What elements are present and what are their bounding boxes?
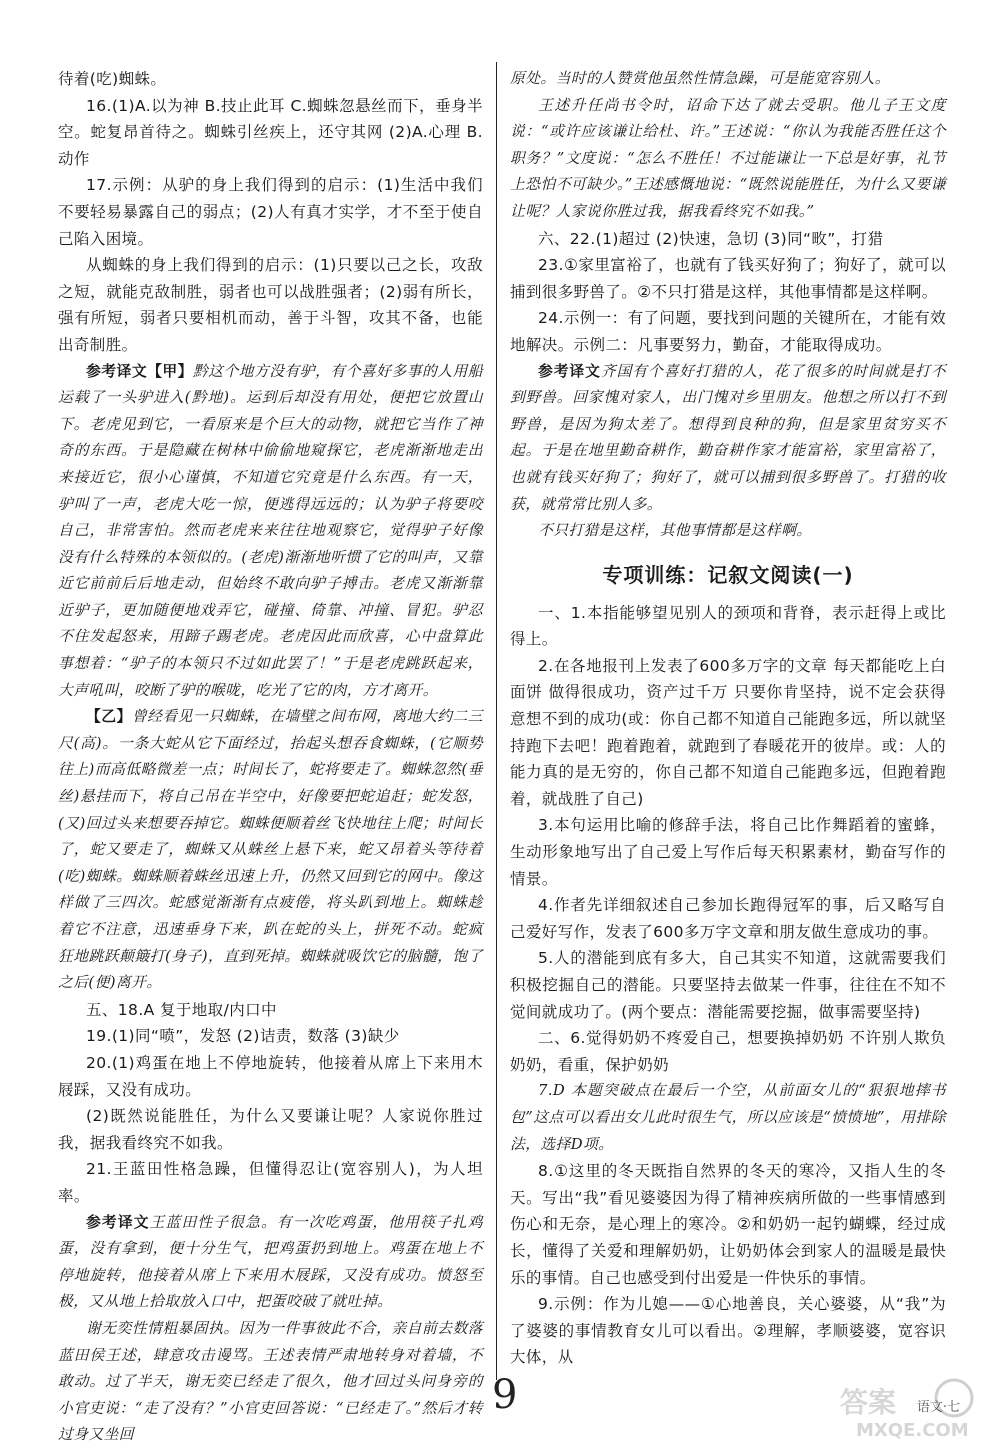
paragraph: [58, 172, 483, 252]
paragraph: [510, 226, 946, 253]
paragraph: [510, 252, 946, 305]
paragraph: [510, 892, 946, 945]
paragraph-tag: 参考译文: [538, 362, 601, 380]
paragraph: [58, 359, 483, 705]
paragraph: [58, 704, 483, 997]
paragraph: [510, 518, 946, 545]
right-column: [510, 66, 946, 1371]
left-column: [58, 66, 483, 1449]
paragraph-text: 23.①家里富裕了，也就有了钱买好狗了；狗好了，就可以捕到很多野兽了。②不只打猎是这样，其他事情都是这样啊。: [510, 256, 946, 301]
watermark-logo: [836, 1374, 986, 1442]
paragraph-tag: 参考译文: [86, 1213, 150, 1231]
paragraph-text: 17.示例：从驴的身上我们得到的启示：(1)生活中我们不要轻易暴露自己的弱点；(2)人有真才实学，才不至于使自己陷入困境。: [58, 176, 483, 248]
paragraph-text: 二、6.觉得奶奶不疼爱自己，想要换掉奶奶 不许别人欺负奶奶，看重，保护奶奶: [510, 1029, 946, 1074]
svg-text:答案: 答案: [840, 1386, 897, 1419]
paragraph-text: 黔这个地方没有驴，有个喜好多事的人用船运载了一头驴进入(黔地)。运到后却没有用处，便把它放置山下。老虎见到它，一看原来是个巨大的动物，就把它当作了神奇的东西。于是隐藏在树林中偷偷地窥探它，老虎渐渐地走出来接近它，很小心谨慎，不知道它究竟是什么东西。有一天，驴叫了一声，老虎大吃一惊，便逃得远远的；认为驴子将要咬自己，非常害怕。然而老虎来来往往地观察它，觉得驴子好像没有什么特殊的本领似的。(老虎)渐渐地听惯了它的叫声，又靠近它前前后后地走动，但始终不敢向驴子搏击。老虎又渐渐靠近驴子，更加随便地戏弄它，碰撞、倚靠、冲撞、冒犯。驴忍不住发起怒来，用蹄子踢老虎。老虎因此而欣喜，心中盘算此事想着：“驴子的本领只不过如此罢了！”于是老虎跳跃起来，大声吼叫，咬断了驴的喉咙，吃光了它的肉，方才离开。: [58, 362, 483, 699]
paragraph-tag: 参考译文【甲】: [86, 362, 193, 380]
paragraph-text: 4.作者先详细叙述自己参加长跑得冠军的事，后又略写自己爱好写作，发表了600多万字文章和朋友做生意成功的事。: [510, 896, 946, 941]
paragraph-text: 五、18.A 复于地取/内口中: [86, 1000, 277, 1019]
paragraph-text: 7.D 本题突破点在最后一个空，从前面女儿的“狠狠地摔书包”这点可以看出女儿此时很生气，所以应该是“愤愤地”，用排除法，选择D项。: [510, 1082, 946, 1153]
paragraph: [58, 1156, 483, 1209]
paragraph-text: 2.在各地报刊上发表了600多万字的文章 每天都能吃上白面饼 做得很成功，资产过千万 只要你肯坚持，说不定会获得意想不到的成功(或：你自己都不知道自己能跑多远，所以就坚持跑下去吧！跑着跑着，就跑到了春暖花开的彼岸。或：人的能力真的是无穷的，你自己都不知道自己能跑多远，但跑着跑着，就战胜了自己): [510, 656, 946, 808]
paragraph-text: 19.(1)同“喷”，发怒 (2)诘责，数落 (3)缺少: [86, 1027, 400, 1046]
paragraph-text: 8.①这里的冬天既指自然界的冬天的寒冷，又指人生的冬天。写出“我”看见婆婆因为得了精神疾病所做的一些事情感到伤心和无奈，是心理上的寒冷。②和奶奶一起钓蝴蝶，经过成长，懂得了关爱和理解奶奶，让奶奶体会到家人的温暖是最快乐的事情。自己也感受到付出爱是一件快乐的事情。: [510, 1162, 946, 1287]
paragraph: [58, 1210, 483, 1316]
paragraph-text: 王蓝田性子很急。有一次吃鸡蛋，他用筷子扎鸡蛋，没有拿到，便十分生气，把鸡蛋扔到地上。鸡蛋在地上不停地旋转，他接着从席上下来用木屐踩，又没有成功。愤怒至极，又从地上拾取放入口中，把蛋咬破了就吐掉。: [58, 1213, 483, 1311]
paragraph-text: 六、22.(1)超过 (2)快速，急切 (3)同“畋”，打猎: [538, 229, 884, 248]
paragraph: [510, 359, 946, 519]
paragraph: [58, 1316, 483, 1449]
paragraph: [58, 252, 483, 358]
paragraph-text: 从蜘蛛的身上我们得到的启示：(1)只要以己之长，攻敌之短，就能克敌制胜，弱者也可以战胜强者；(2)弱有所长，强有所短，弱者只要相机而动，善于斗智，攻其不备，也能出奇制胜。: [58, 256, 483, 354]
footer-mark: 语文·七: [916, 1400, 960, 1415]
paragraph: [510, 600, 946, 653]
paragraph: [58, 997, 483, 1024]
paragraph-text: 待着(吃)蜘蛛。: [58, 70, 167, 88]
paragraph-text: 王述升任尚书令时，诏命下达了就去受职。他儿子王文度说：“或许应该谦让给杜、许。”王述说：“你认为我能否胜任这个职务？”文度说：“怎么不胜任！不过能谦让一下总是好事，礼节上恐怕不可缺少。”王述感慨地说：“既然说能胜任，为什么又要谦让呢？人家说你胜过我，据我看终究不如我。”: [510, 96, 946, 220]
paragraph: [510, 93, 946, 226]
paragraph-text: 9.示例：作为儿媳——①心地善良，关心婆婆，从“我”为了婆婆的事情教育女儿可以看出。②理解，孝顺婆婆，宽容识大体，从: [510, 1295, 946, 1367]
right-column-bottom: [510, 600, 946, 1371]
paragraph: [58, 1050, 483, 1103]
column-divider: [496, 62, 497, 1380]
paragraph-text: 21.王蓝田性格急躁，但懂得忍让(宽容别人)，为人坦率。: [58, 1160, 483, 1205]
paragraph: [58, 66, 483, 93]
paragraph-text: 谢无奕性情粗暴固执。因为一件事彼此不合，亲自前去数落蓝田侯王述，肆意攻击谩骂。王述表情严肃地转身对着墙，不敢动。过了半天，谢无奕已经走了很久，他才回过头问身旁的小官吏说：“走了没有？”小官吏回答说：“已经走了。”然后才转过身又坐回: [58, 1319, 483, 1444]
paragraph: [510, 945, 946, 1025]
paragraph-text: 曾经看见一只蜘蛛，在墙壁之间布网，离地大约二三尺(高)。一条大蛇从它下面经过，抬起头想吞食蜘蛛，(它顺势往上)而高低略微差一点；时间长了，蛇将要走了。蜘蛛忽然(垂丝)悬挂而下，将自己吊在半空中，好像要把蛇追赶；蛇发怒，(又)回过头来想要吞掉它。蜘蛛便顺着丝飞快地往上爬；时间长了，蛇又要走了，蜘蛛又从蛛丝上悬下来，蛇又昂着头等待着(吃)蜘蛛。蜘蛛顺着蛛丝迅速上升，仍然又回到它的网中。像这样做了三四次。蛇感觉渐渐有点疲倦，将头趴到地上。蜘蛛趁着它不注意，迅速垂身下来，趴在蛇的头上，拼死不动。蛇疯狂地跳跃颠簸打(身子)，直到死掉。蜘蛛就吸饮它的脑髓，饱了之后(便)离开。: [58, 708, 484, 992]
paragraph: [58, 93, 483, 173]
paragraph: [510, 1291, 946, 1371]
paragraph: [510, 305, 946, 358]
paragraph-text: 3.本句运用比喻的修辞手法，将自己比作舞蹈着的蜜蜂，生动形象地写出了自己爱上写作后每天积累素材，勤奋写作的情景。: [510, 816, 946, 888]
paragraph-text: 24.示例一：有了问题，要找到问题的关键所在，才能有效地解决。示例二：凡事要努力，勤奋，才能取得成功。: [510, 309, 946, 354]
paragraph: [510, 1078, 946, 1158]
paragraph-text: 20.(1)鸡蛋在地上不停地旋转，他接着从席上下来用木屐踩，又没有成功。: [58, 1053, 483, 1099]
section-title: 专项训练：记叙文阅读(一): [602, 562, 854, 587]
svg-text:MXQE.COM: MXQE.COM: [856, 1420, 969, 1441]
paragraph: [510, 653, 946, 813]
right-column-top: [510, 66, 946, 545]
paragraph-text: 不只打猎是这样，其他事情都是这样啊。: [538, 522, 812, 540]
paragraph-text: 原处。当时的人赞赏他虽然性情急躁，可是能宽容别人。: [510, 70, 890, 87]
paragraph-text: 5.人的潜能到底有多大，自己其实不知道，这就需要我们积极挖掘自己的潜能。只要坚持去做某一件事，往往在不知不觉间就成功了。(两个要点：潜能需要挖掘，做事需要坚持): [510, 949, 946, 1021]
paragraph: [510, 812, 946, 892]
paragraph: [58, 1023, 483, 1050]
paragraph-text: 一、1.本指能够望见别人的颈项和背脊，表示赶得上或比得上。: [510, 603, 946, 649]
paragraph: [510, 66, 946, 93]
paragraph-text: (2)既然说能胜任，为什么又要谦让呢？人家说你胜过我，据我看终究不如我。: [58, 1107, 483, 1152]
paragraph-tag: 【乙】: [86, 708, 132, 726]
paragraph-text: 齐国有个喜好打猎的人，花了很多的时间就是打不到野兽。回家愧对家人，出门愧对乡里朋友。他想之所以打不到野兽，是因为狗太差了。想得到良种的狗，但是家里贫穷买不起。于是在地里勤奋耕作，勤奋耕作家才能富裕，家里富裕了，也就有钱买好狗了；狗好了，就可以捕到很多野兽了。打猎的收获，就常常比别人多。: [510, 362, 946, 513]
paragraph: [58, 1103, 483, 1156]
paragraph: [510, 1158, 946, 1291]
page-number: 9: [492, 1372, 518, 1418]
paragraph-text: 16.(1)A.以为神 B.技止此耳 C.蜘蛛忽悬丝而下，垂身半空。蛇复昂首待之。蜘蛛引丝疾上，还守其网 (2)A.心理 B.动作: [58, 96, 483, 168]
paragraph: [510, 1025, 946, 1078]
